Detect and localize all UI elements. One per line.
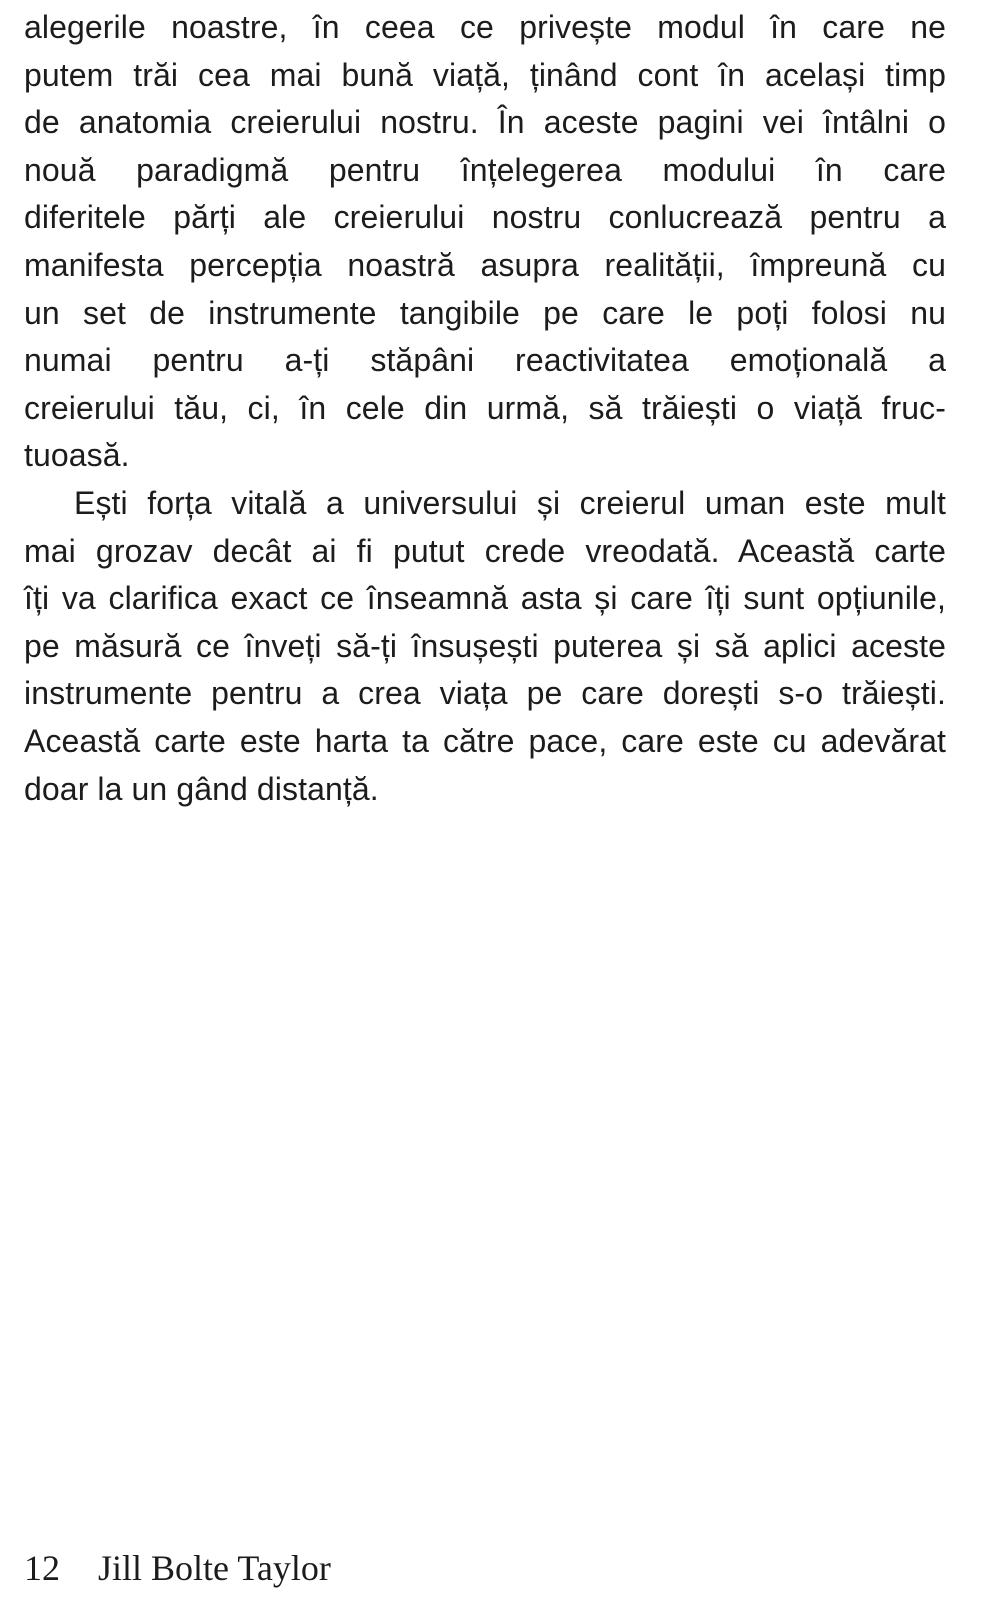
text-line: manifesta percepția noastră asupra realității, împreună cu (24, 246, 946, 283)
text-line: tuoasă. (24, 437, 130, 474)
page-footer (24, 1546, 946, 1590)
text-line: nouă paradigmă pentru înțelegerea modului în care (24, 151, 946, 188)
text-line: instrumente pentru a crea viața pe care dorești s-o trăiești. (24, 675, 946, 712)
running-title: Jill Bolte Taylor (98, 1548, 331, 1588)
text-line: putem trăi cea mai bună viață, ținând cont în același timp (24, 56, 946, 93)
text-line: pe măsură ce înveți să-ți însușești puterea și să aplici aceste (24, 627, 946, 664)
text-line: diferitele părți ale creierului nostru conlucrează pentru a (24, 199, 946, 236)
text-line: de anatomia creierului nostru. În aceste pagini vei întâlni o (24, 104, 946, 141)
text-line: creierului tău, ci, în cele din urmă, să trăiești o viață fruc- (24, 389, 946, 426)
text-line: Această carte este harta ta către pace, care este cu adevărat (24, 722, 946, 759)
text-line: alegerile noastre, în ceea ce privește modul în care ne (24, 9, 946, 45)
text-line: îți va clarifica exact ce înseamnă asta și care îți sunt opțiunile, (24, 580, 946, 617)
page-number: 12 (24, 1548, 60, 1588)
text-line: mai grozav decât ai fi putut crede vreodată. Această carte (24, 532, 946, 569)
text-line: doar la un gând distanță. (24, 770, 379, 807)
body-text (24, 4, 946, 813)
text-line: Ești forța vitală a universului și creierul uman este mult (74, 484, 946, 521)
text-line: un set de instrumente tangibile pe care le poți folosi nu (24, 294, 946, 331)
text-line: numai pentru a-ți stăpâni reactivitatea emoțională a (24, 342, 946, 379)
